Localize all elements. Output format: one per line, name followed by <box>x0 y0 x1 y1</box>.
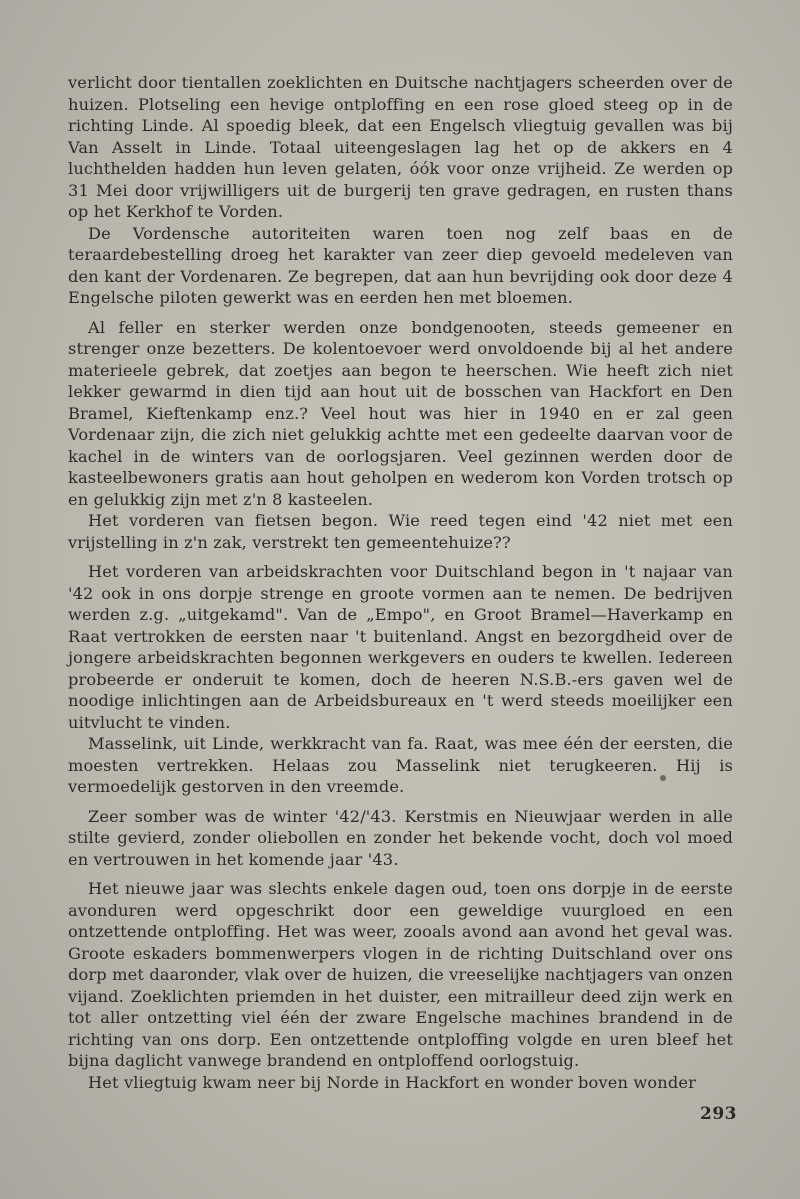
paragraph-9: Het vliegtuig kwam neer bij Norde in Hackfort en wonder boven wonder <box>88 1072 696 1092</box>
paragraph-1: verlicht door tientallen zoeklichten en Duitsche nachtjagers scheerden over de huizen. Plotseling een hevige ontploffing en een rose gloed steeg op in de richting Linde. Al spoedig bleek, dat een Engelsch vliegtuig gevallen was bij Van Asselt in Linde. Totaal uiteengeslagen lag het op de akkers en 4 luchthelden hadden hun leven gelaten, óók voor onze vrijheid. Ze werden op 31 Mei door vrijwilligers uit de burgerij ten grave gedragen, en rusten thans op het Kerkhof te Vorden. <box>68 73 733 221</box>
paragraph-6: Masselink, uit Linde, werkkracht van fa. Raat, was mee één der eersten, die moesten vertrekken. Helaas zou Masselink niet terugkeeren. Hij is vermoedelijk gestorven in den vreemde. <box>68 734 733 796</box>
paragraph-7: Zeer somber was de winter '42/'43. Kerstmis en Nieuwjaar werden in alle stilte gevierd, zonder oliebollen en zonder het bekende vocht, doch vol moed en vertrouwen in het komende jaar '43. <box>68 806 733 869</box>
paragraph-4: Het vorderen van fietsen begon. Wie reed tegen eind '42 niet met een vrijstelling in z'n zak, verstrekt ten gemeentehuize?? <box>68 511 733 552</box>
paragraph-8: Het nieuwe jaar was slechts enkele dagen oud, toen ons dorpje in de eerste avonduren werd opgeschrikt door een geweldige vuurgloed en een ontzettende ontploffing. Het was weer, zooals avond aan avond het geval was. Groote eskaders bommenwerpers vlogen in de richting Duitschland over ons dorp met daaronder, vlak over de huizen, die vreeselijke nachtjagers van onzen vijand. Zoeklichten priemden in het duister, een mitrailleur deed zijn werk en tot aller ontzetting viel één der zware Engelsche machines brandend in de richting van ons dorp. Een ontzettende ontploffing volgde en uren bleef het bijna daglicht vanwege brandend en ontploffend oorlogstuig. <box>68 879 733 1070</box>
page-text <box>68 72 733 1093</box>
paragraph-5: Het vorderen van arbeidskrachten voor Duitschland begon in 't najaar van '42 ook in ons dorpje strenge en groote vormen aan te nemen. De bedrijven werden z.g. „uitgekamd". Van de „Empo", en Groot Bramel—Haverkamp en Raat vertrokken de eersten naar 't buitenland. Angst en bezorgdheid over de jongere arbeidskrachten begonnen werkgevers en ouders te kwellen. Iedereen probeerde er onderuit te komen, doch de heeren N.S.B.-ers gaven wel de noodige inlichtingen aan de Arbeidsbureaux en 't werd steeds moeilijker een uitvlucht te vinden. <box>68 562 733 732</box>
paragraph-3: Al feller en sterker werden onze bondgenooten, steeds gemeener en strenger onze bezetters. De kolentoevoer werd onvoldoende bij al het andere materieele gebrek, dat zoetjes aan begon te heerschen. Wie heeft zich niet lekker gewarmd in dien tijd aan hout uit de bosschen van Hackfort en Den Bramel, Kieftenkamp enz.? Veel hout was hier in 1940 en er zal geen Vordenaar zijn, die zich niet gelukkig achtte met een gedeelte daarvan voor de kachel in de winters van de oorlogsjaren. Veel gezinnen werden door de kasteelbewoners gratis aan hout geholpen en wederom kon Vorden trotsch op en gelukkig zijn met z'n 8 kasteelen. <box>68 317 733 509</box>
paragraph-2: De Vordensche autoriteiten waren toen nog zelf baas en de teraardebestelling droeg het karakter van zeer diep gevoeld medeleven van den kant der Vordenaren. Ze begrepen, dat aan hun bevrijding ook door deze 4 Engelsche piloten gewerkt was en eerden hen met bloemen. <box>68 223 733 307</box>
page-number: 293 <box>700 1104 737 1124</box>
ink-speck <box>660 775 666 781</box>
